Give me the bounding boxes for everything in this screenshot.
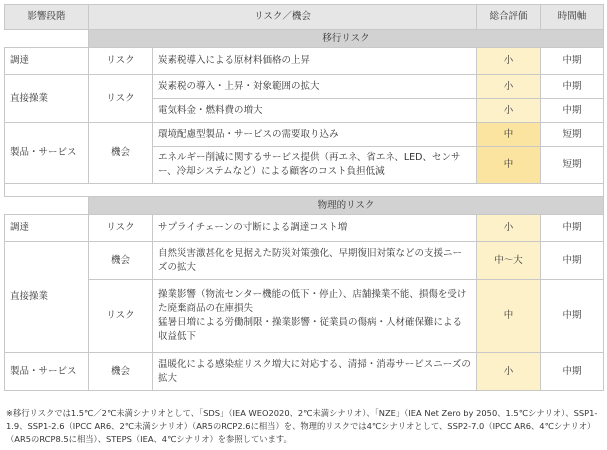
stage-cell: 製品・サービス xyxy=(5,353,89,391)
kind-cell: 機会 xyxy=(89,353,153,391)
description-cell: サプライチェーンの寸断による調達コスト増 xyxy=(153,215,477,242)
table-row xyxy=(5,48,604,75)
timeframe-cell: 中期 xyxy=(541,280,604,353)
timeframe-cell: 短期 xyxy=(541,147,604,184)
stage-cell: 直接操業 xyxy=(5,75,89,123)
stage-cell: 調達 xyxy=(5,215,89,242)
rating-cell: 中～大 xyxy=(477,242,541,280)
table-row xyxy=(5,123,604,147)
table-row xyxy=(5,242,604,280)
footnote: ※移行リスクでは1.5℃／2℃未満シナリオとして、「SDS」（IEA WEO2020、2℃未満シナリオ）、「NZE」（IEA Net Zero by 2050、1.5℃シナリオ）、SSP1-1.9、SSP1-2.6（IPCC AR6、2℃未満シナリオ）（AR5のRCP2.6に相当）を、物理的リスクでは4℃シナリオとして、SSP2-7.0（IPCC AR6、4℃シナリオ）（AR5のRCP8.5に相当）、STEPS（IEA、4℃シナリオ）を参照しています。 xyxy=(6,408,598,444)
header-timeframe: 時間軸 xyxy=(541,5,604,30)
climate-risk-table xyxy=(4,4,604,391)
kind-cell: リスク xyxy=(89,75,153,123)
stage-cell: 調達 xyxy=(5,48,89,75)
description-cell: 環境配慮型製品・サービスの需要取り込み xyxy=(153,123,477,147)
description-cell: 自然災害激甚化を見据えた防災対策強化、早期復旧対策などの支援ニーズの拡大 xyxy=(153,242,477,280)
header-stage: 影響段階 xyxy=(5,5,89,30)
timeframe-cell: 中期 xyxy=(541,48,604,75)
timeframe-cell: 短期 xyxy=(541,123,604,147)
rating-cell: 小 xyxy=(477,99,541,123)
rating-cell: 中 xyxy=(477,147,541,184)
header-risk-opportunity: リスク／機会 xyxy=(89,5,477,30)
kind-cell: 機会 xyxy=(89,242,153,280)
timeframe-cell: 中期 xyxy=(541,215,604,242)
kind-cell: リスク xyxy=(89,215,153,242)
description-line: 猛暑日増による労働制限・操業影響・従業員の傷病・人材確保難による収益低下 xyxy=(158,317,463,342)
rating-cell: 小 xyxy=(477,75,541,99)
kind-cell: 機会 xyxy=(89,123,153,184)
timeframe-cell: 中期 xyxy=(541,353,604,391)
description-cell xyxy=(153,280,477,353)
stage-cell: 製品・サービス xyxy=(5,123,89,184)
table-row xyxy=(5,215,604,242)
kind-cell: リスク xyxy=(89,280,153,353)
table-row xyxy=(5,353,604,391)
rating-cell: 中 xyxy=(477,280,541,353)
stage-cell: 直接操業 xyxy=(5,242,89,353)
rating-cell: 小 xyxy=(477,48,541,75)
section-title-transition: 移行リスク xyxy=(89,30,604,48)
table-header-row xyxy=(5,5,604,30)
table-row xyxy=(5,75,604,99)
header-overall: 総合評価 xyxy=(477,5,541,30)
description-cell: エネルギー削減に関するサービス提供（再エネ、省エネ、LED、センサー、冷却システムなど）による顧客のコスト負担低減 xyxy=(153,147,477,184)
rating-cell: 小 xyxy=(477,215,541,242)
rating-cell: 小 xyxy=(477,353,541,391)
section-title-physical: 物理的リスク xyxy=(89,197,604,215)
timeframe-cell: 中期 xyxy=(541,242,604,280)
kind-cell: リスク xyxy=(89,48,153,75)
description-cell: 温暖化による感染症リスク増大に対応する、清掃・消毒サービスニーズの拡大 xyxy=(153,353,477,391)
section-row-physical xyxy=(5,197,604,215)
description-cell: 炭素税の導入・上昇・対象範囲の拡大 xyxy=(153,75,477,99)
rating-cell: 中 xyxy=(477,123,541,147)
description-cell: 電気料金・燃料費の増大 xyxy=(153,99,477,123)
description-cell: 炭素税導入による原材料価格の上昇 xyxy=(153,48,477,75)
section-row-transition xyxy=(5,30,604,48)
description-line: 操業影響（物流センター機能の低下・停止）、店舗操業不能、損傷を受けた廃棄商品の在庫損失 xyxy=(158,289,467,314)
timeframe-cell: 中期 xyxy=(541,75,604,99)
timeframe-cell: 中期 xyxy=(541,99,604,123)
table-row xyxy=(5,280,604,353)
